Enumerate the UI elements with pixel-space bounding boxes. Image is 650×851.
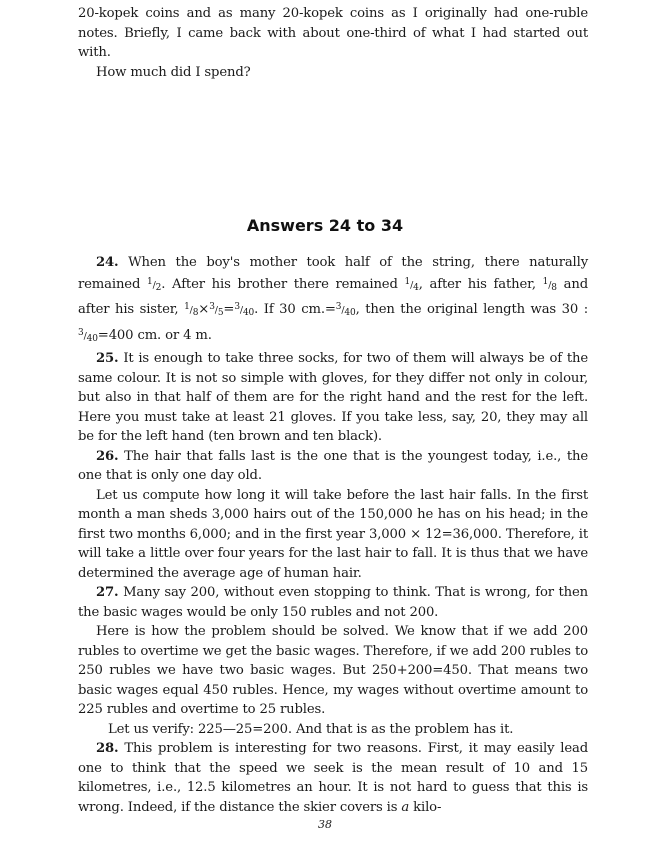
fraction-denominator: 8 — [551, 282, 557, 293]
answer-26 — [78, 447, 588, 486]
fraction-numerator: 1 — [184, 302, 190, 312]
answer-text: The hair that falls last is the one that is the youngest today, i.e., the one that is only one day old. — [78, 448, 588, 483]
fraction: $^1/_8$ — [184, 302, 199, 318]
answer-number: 28. — [96, 741, 119, 756]
fraction-denominator: 4 — [413, 282, 419, 293]
answer-27-paragraph-3: Let us verify: 225—25=200. And that is as the problem has it. — [108, 721, 514, 737]
answer-text: . If 30 cm.= — [254, 302, 336, 317]
fraction: $^1/_8$ — [542, 276, 557, 293]
fraction-denominator: 40 — [242, 308, 255, 318]
fraction-numerator: 3 — [335, 302, 342, 312]
fraction-denominator: 5 — [217, 308, 224, 318]
section-heading: Answers 24 to 34 — [246, 216, 404, 235]
fraction-denominator: 2 — [155, 282, 162, 293]
fraction-numerator: 1 — [404, 276, 411, 287]
fraction-numerator: 3 — [234, 302, 240, 312]
fraction: $^3/_{40}$ — [78, 327, 98, 344]
answer-text: , then the original length was 30 : — [355, 302, 588, 317]
fraction: $^1/_2$ — [147, 276, 162, 293]
fraction: $^3/_{40}$ — [234, 302, 255, 318]
intro-block — [78, 4, 588, 82]
fraction-numerator: 1 — [147, 276, 153, 287]
answer-26-paragraph-2: Let us compute how long it will take before the last hair falls. In the first month a man sheds 3,000 hairs out of the 150,000 he has on his head; in the first two months 6,000; and in the first year 3,000 × 12=36,000. Therefore, it will take a little over four years for the last hair to fall. It is thus that we have determined the average age of human hair. — [78, 487, 588, 581]
intro-continuation: 20-kopek coins and as many 20-kopek coins as I originally had one-ruble notes. Briefly, I came back with about one-third of what I had started out with. — [78, 6, 588, 60]
answer-number: 25. — [96, 351, 119, 366]
answer-text-tail: kilo- — [409, 799, 442, 815]
answer-text: . After his brother there remained — [161, 276, 405, 292]
answer-27 — [78, 583, 588, 622]
fraction-numerator: 3 — [209, 302, 215, 312]
fraction-denominator: 40 — [344, 308, 356, 318]
answer-text: Many say 200, without even stopping to think. That is wrong, for then the basic wages would be only 150 rubles and not 200. — [78, 585, 588, 620]
fraction-numerator: 1 — [542, 276, 549, 287]
answer-text: It is enough to take three socks, for two of them will always be of the same colour. It is not so simple with gloves, for they differ not only in colour, but also in that half of them are for the right hand and the rest for the left. Here you must take at least 21 gloves. If you take less, say, 20, they may all be for the left hand (ten brown and ten black). — [78, 351, 588, 444]
fraction: $^1/_4$ — [404, 276, 419, 293]
answer-number: 24. — [96, 255, 119, 270]
answer-number: 26. — [96, 448, 119, 464]
variable-a: a — [401, 799, 410, 815]
intro-question: How much did I spend? — [96, 64, 251, 80]
answer-text: = — [223, 302, 235, 317]
fraction-numerator: 3 — [78, 327, 84, 338]
answer-text: =400 cm. or 4 m. — [97, 327, 212, 343]
fraction-denominator: 40 — [86, 333, 98, 344]
answer-number: 27. — [96, 585, 119, 600]
answer-24 — [78, 253, 588, 349]
answer-25 — [78, 349, 588, 447]
answer-text: This problem is interesting for two reasons. First, it may easily lead one to think that the speed we seek is the mean result of 10 and 15 kilometres, i.e., 12.5 kilometres an hour. It is not hard to guess that this is wrong. Indeed, if the distance the skier covers is — [78, 741, 588, 815]
fraction: $^3/_{40}$ — [335, 302, 356, 318]
page-number: 38 — [318, 818, 332, 831]
answer-27-paragraph-2: Here is how the problem should be solved. We know that if we add 200 rubles to overtime we get the basic wages. Therefore, if we add 200 rubles to 250 rubles we have two basic wages. But 250+200=450. That means two basic wages equal 450 rubles. Hence, my wages without overtime amount to 225 rubles and overtime to 25 rubles. — [78, 624, 588, 717]
answer-text: × — [198, 302, 210, 317]
answer-text: and after his sister, — [78, 276, 588, 317]
answer-text: When the boy's mother took half of the string, there naturally remained — [78, 255, 588, 292]
answer-text: , after his father, — [418, 276, 543, 292]
fraction: $^3/_5$ — [209, 302, 224, 318]
fraction-denominator: 8 — [192, 308, 199, 318]
answers-block — [78, 253, 588, 817]
answer-28 — [78, 739, 588, 817]
